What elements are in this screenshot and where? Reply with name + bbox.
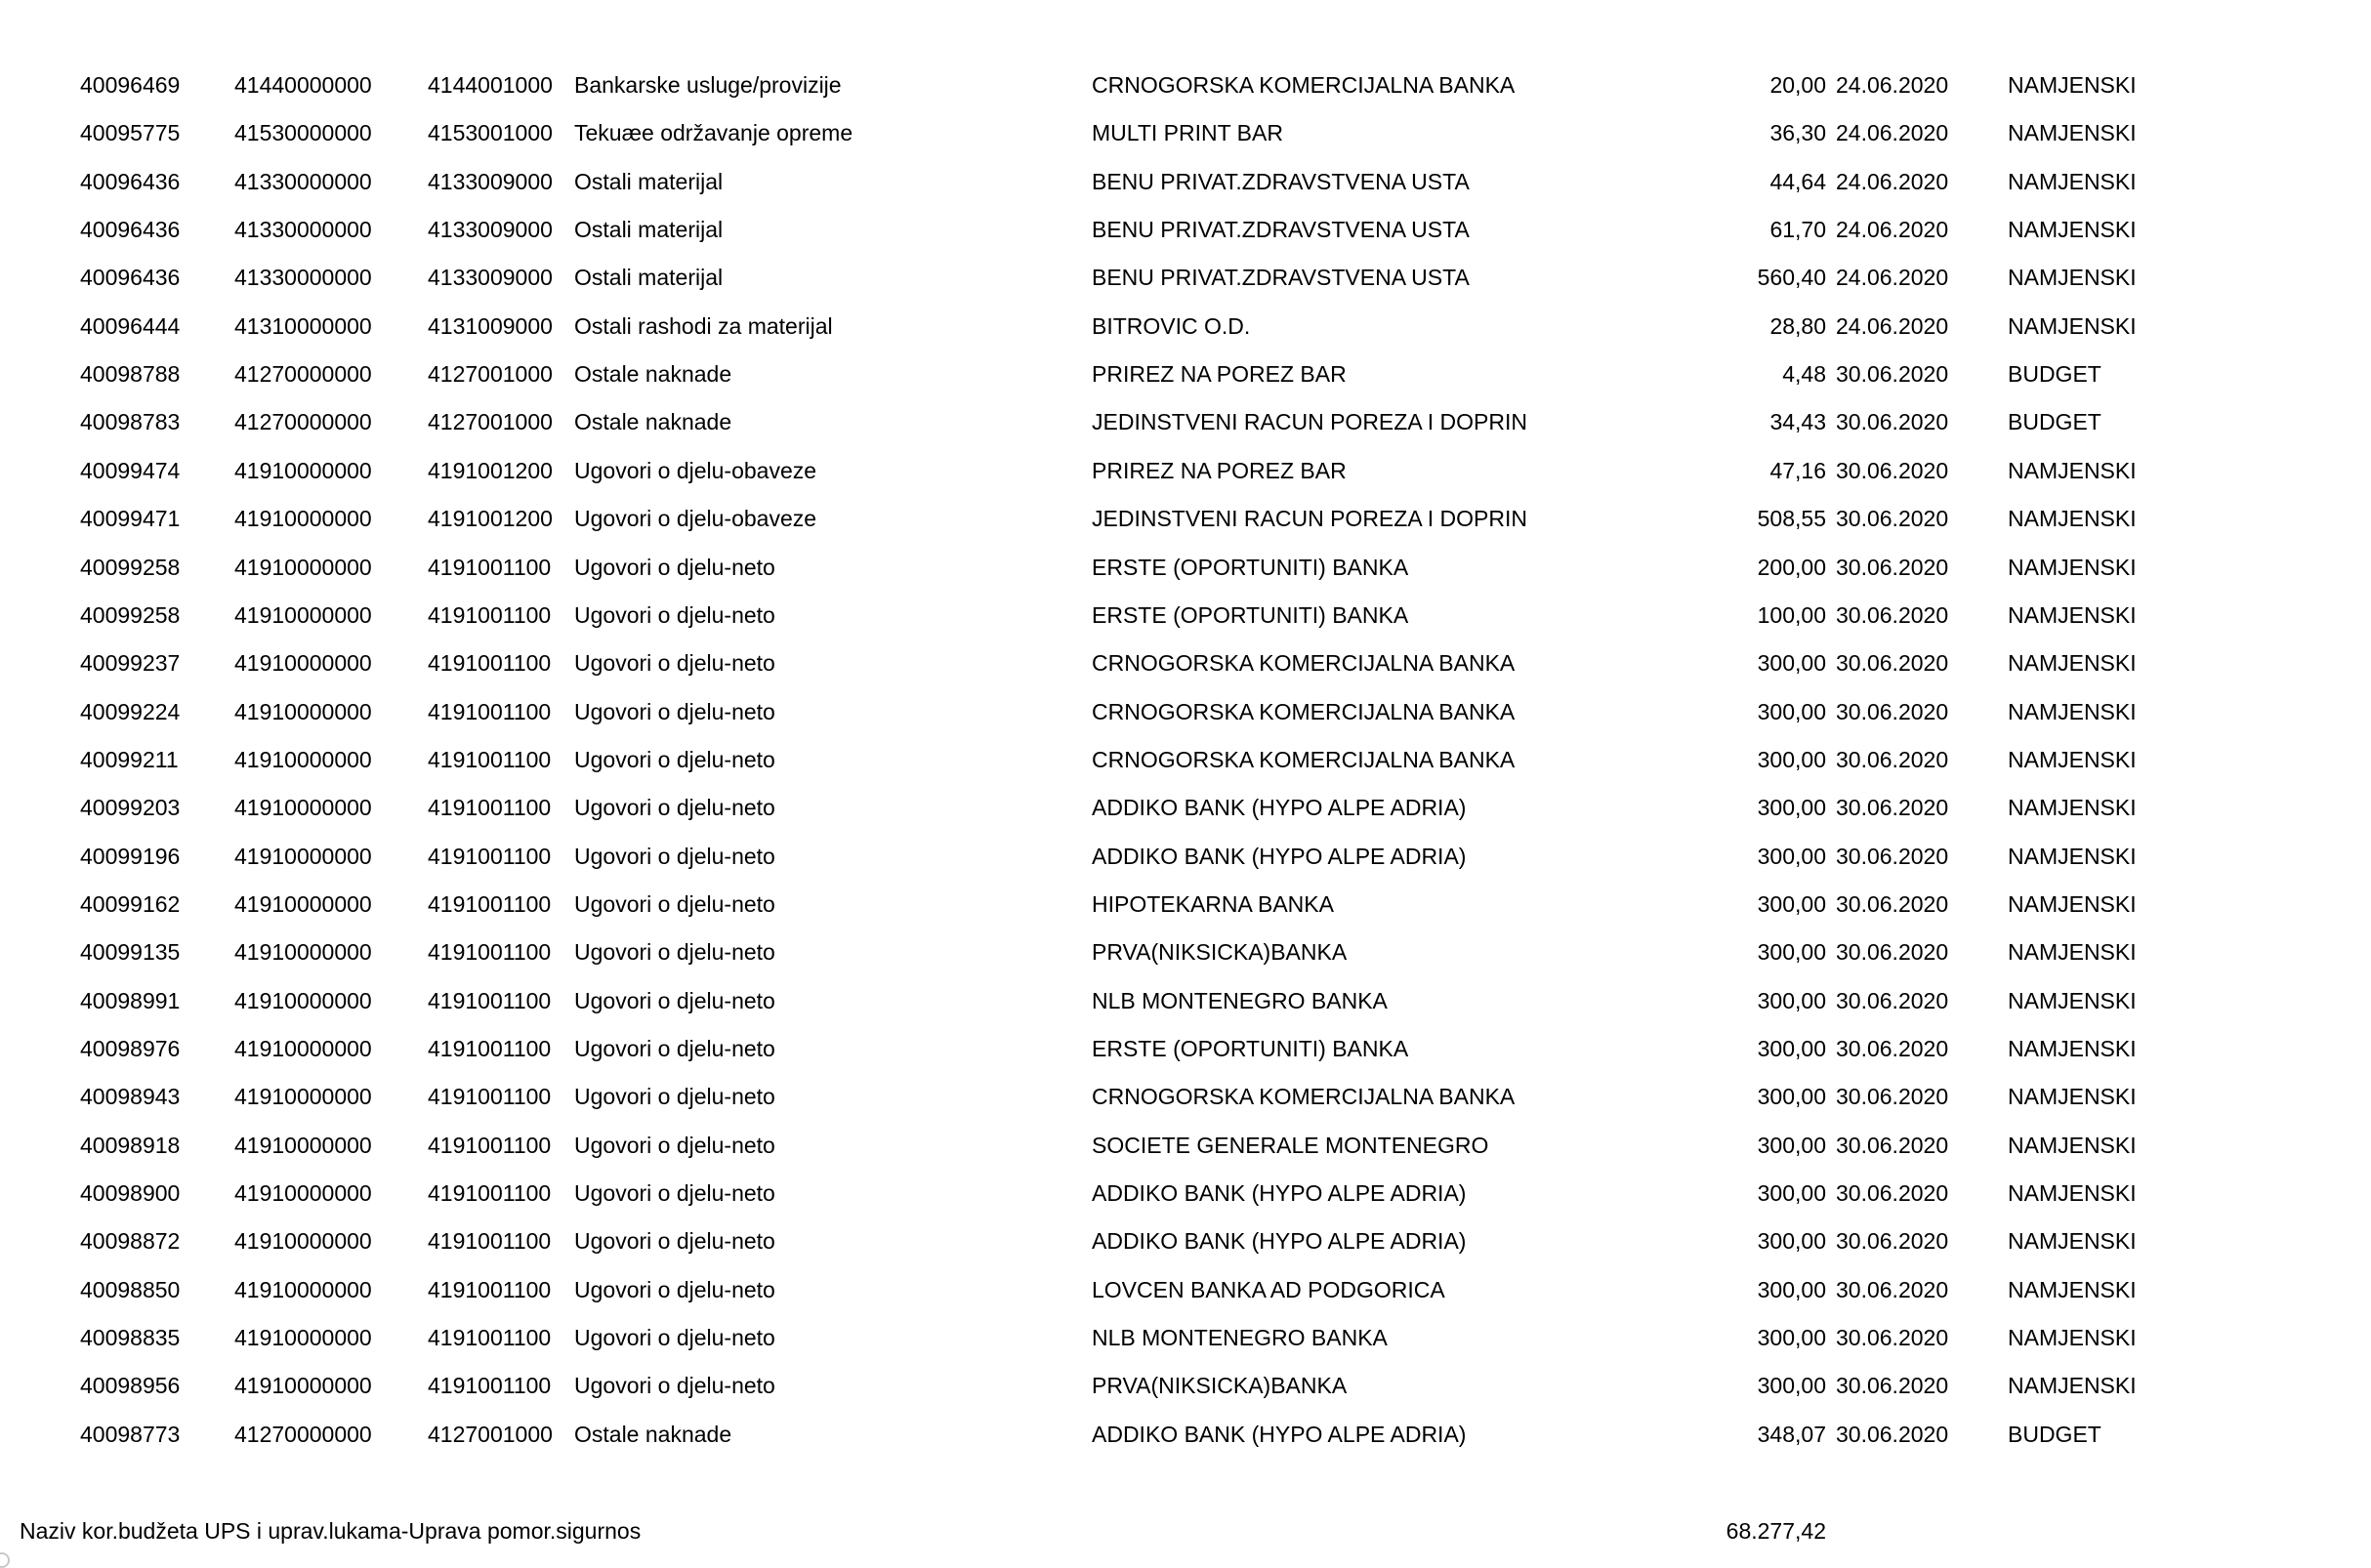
funding-source: NAMJENSKI	[2008, 265, 2137, 291]
account-code: 4133009000	[428, 217, 553, 243]
funding-source: NAMJENSKI	[2008, 457, 2137, 483]
table-row	[0, 398, 2371, 446]
payee-name: CRNOGORSKA KOMERCIJALNA BANKA	[1092, 698, 1516, 724]
document-number: 40098783	[80, 409, 181, 435]
section-code: 41910000000	[234, 506, 372, 532]
account-code: 4191001200	[428, 457, 553, 483]
amount: 200,00	[1757, 554, 1826, 580]
amount: 300,00	[1757, 1276, 1826, 1302]
table-row	[0, 62, 2371, 109]
account-description: Ugovori o djelu-neto	[574, 1276, 775, 1302]
table-row	[0, 1170, 2371, 1217]
section-code: 41270000000	[234, 409, 372, 435]
funding-source: NAMJENSKI	[2008, 601, 2137, 628]
account-code: 4191001100	[428, 601, 552, 628]
amount: 44,64	[1769, 168, 1826, 194]
payment-date: 30.06.2020	[1836, 601, 1949, 628]
account-description: Ostale naknade	[574, 1421, 732, 1447]
amount: 300,00	[1757, 987, 1826, 1013]
document-number: 40098835	[80, 1325, 181, 1351]
section-code: 41910000000	[234, 1084, 372, 1110]
funding-source: NAMJENSKI	[2008, 987, 2137, 1013]
account-code: 4127001000	[428, 409, 553, 435]
payment-date: 24.06.2020	[1836, 168, 1949, 194]
document-number: 40099258	[80, 601, 181, 628]
amount: 36,30	[1769, 120, 1826, 146]
table-row	[0, 1073, 2371, 1121]
funding-source: BUDGET	[2008, 409, 2101, 435]
table-row	[0, 1266, 2371, 1314]
payee-name: CRNOGORSKA KOMERCIJALNA BANKA	[1092, 1084, 1516, 1110]
amount: 300,00	[1757, 746, 1826, 772]
payment-date: 24.06.2020	[1836, 120, 1949, 146]
amount: 300,00	[1757, 795, 1826, 821]
funding-source: NAMJENSKI	[2008, 795, 2137, 821]
table-row	[0, 1217, 2371, 1265]
amount: 300,00	[1757, 650, 1826, 677]
account-description: Bankarske usluge/provizije	[574, 72, 842, 98]
section-code: 41910000000	[234, 1276, 372, 1302]
payment-date: 24.06.2020	[1836, 312, 1949, 339]
amount: 300,00	[1757, 890, 1826, 917]
funding-source: NAMJENSKI	[2008, 506, 2137, 532]
payment-date: 24.06.2020	[1836, 217, 1949, 243]
account-code: 4191001100	[428, 1276, 552, 1302]
document-number: 40099203	[80, 795, 181, 821]
payment-date: 30.06.2020	[1836, 939, 1949, 966]
funding-source: NAMJENSKI	[2008, 1132, 2137, 1158]
account-description: Ostali materijal	[574, 168, 724, 194]
section-code: 41310000000	[234, 312, 372, 339]
amount: 47,16	[1769, 457, 1826, 483]
payee-name: ADDIKO BANK (HYPO ALPE ADRIA)	[1092, 1180, 1467, 1207]
amount: 300,00	[1757, 1325, 1826, 1351]
account-code: 4133009000	[428, 265, 553, 291]
payment-date: 30.06.2020	[1836, 1228, 1949, 1255]
amount: 300,00	[1757, 939, 1826, 966]
payment-date: 30.06.2020	[1836, 409, 1949, 435]
table-row	[0, 1362, 2371, 1410]
account-description: Ugovori o djelu-neto	[574, 1325, 775, 1351]
funding-source: NAMJENSKI	[2008, 939, 2137, 966]
account-description: Ostale naknade	[574, 361, 732, 388]
funding-source: NAMJENSKI	[2008, 72, 2137, 98]
document-number: 40098956	[80, 1373, 181, 1399]
account-code: 4191001100	[428, 1180, 552, 1207]
table-row	[0, 158, 2371, 206]
funding-source: NAMJENSKI	[2008, 168, 2137, 194]
payment-date: 30.06.2020	[1836, 1373, 1949, 1399]
account-code: 4191001100	[428, 1084, 552, 1110]
funding-source: NAMJENSKI	[2008, 1084, 2137, 1110]
document-number: 40095775	[80, 120, 181, 146]
funding-source: NAMJENSKI	[2008, 1228, 2137, 1255]
account-description: Tekuæe održavanje opreme	[574, 120, 853, 146]
payee-name: BENU PRIVAT.ZDRAVSTVENA USTA	[1092, 265, 1470, 291]
table-row	[0, 351, 2371, 398]
table-row	[0, 206, 2371, 254]
funding-source: NAMJENSKI	[2008, 217, 2137, 243]
document-number: 40099224	[80, 698, 181, 724]
payee-name: ERSTE (OPORTUNITI) BANKA	[1092, 554, 1409, 580]
payment-date: 30.06.2020	[1836, 795, 1949, 821]
account-code: 4191001100	[428, 746, 552, 772]
section-code: 41330000000	[234, 217, 372, 243]
amount: 61,70	[1769, 217, 1826, 243]
table-row	[0, 833, 2371, 881]
payee-name: SOCIETE GENERALE MONTENEGRO	[1092, 1132, 1489, 1158]
payee-name: NLB MONTENEGRO BANKA	[1092, 1325, 1388, 1351]
summary-row	[0, 1507, 2371, 1555]
account-code: 4191001100	[428, 1036, 552, 1061]
account-code: 4191001100	[428, 890, 552, 917]
section-code: 41910000000	[234, 1325, 372, 1351]
section-code: 41910000000	[234, 795, 372, 821]
document-number: 40099135	[80, 939, 181, 966]
payee-name: PRVA(NIKSICKA)BANKA	[1092, 1373, 1348, 1399]
account-code: 4191001200	[428, 506, 553, 532]
amount: 300,00	[1757, 1036, 1826, 1061]
account-description: Ugovori o djelu-neto	[574, 987, 775, 1013]
account-description: Ostale naknade	[574, 409, 732, 435]
amount: 300,00	[1757, 1132, 1826, 1158]
account-code: 4191001100	[428, 795, 552, 821]
section-code: 41910000000	[234, 939, 372, 966]
funding-source: NAMJENSKI	[2008, 698, 2137, 724]
table-row	[0, 303, 2371, 351]
section-code: 41910000000	[234, 1132, 372, 1158]
section-code: 41530000000	[234, 120, 372, 146]
account-code: 4153001000	[428, 120, 553, 146]
document-number: 40099258	[80, 554, 181, 580]
funding-source: NAMJENSKI	[2008, 312, 2137, 339]
payee-name: PRIREZ NA POREZ BAR	[1092, 457, 1347, 483]
payment-date: 30.06.2020	[1836, 1132, 1949, 1158]
payee-name: ERSTE (OPORTUNITI) BANKA	[1092, 1036, 1409, 1061]
account-code: 4191001100	[428, 1132, 552, 1158]
amount: 28,80	[1769, 312, 1826, 339]
section-code: 41910000000	[234, 746, 372, 772]
document-number: 40098918	[80, 1132, 181, 1158]
account-description: Ugovori o djelu-neto	[574, 890, 775, 917]
payment-date: 30.06.2020	[1836, 554, 1949, 580]
account-description: Ostali rashodi za materijal	[574, 312, 833, 339]
funding-source: NAMJENSKI	[2008, 1036, 2137, 1061]
payment-date: 30.06.2020	[1836, 361, 1949, 388]
section-code: 41910000000	[234, 650, 372, 677]
payee-name: NLB MONTENEGRO BANKA	[1092, 987, 1388, 1013]
budget-user-name: Naziv kor.budžeta UPS i uprav.lukama-Uprava pomor.sigurnos	[20, 1518, 642, 1544]
account-code: 4191001100	[428, 698, 552, 724]
payment-date: 30.06.2020	[1836, 1421, 1949, 1447]
account-description: Ugovori o djelu-neto	[574, 1373, 775, 1399]
section-code: 41270000000	[234, 361, 372, 388]
account-code: 4133009000	[428, 168, 553, 194]
document-number: 40098976	[80, 1036, 181, 1061]
funding-source: NAMJENSKI	[2008, 746, 2137, 772]
section-code: 41910000000	[234, 554, 372, 580]
table-row	[0, 254, 2371, 302]
table-row	[0, 928, 2371, 976]
payee-name: BENU PRIVAT.ZDRAVSTVENA USTA	[1092, 168, 1470, 194]
payee-name: PRIREZ NA POREZ BAR	[1092, 361, 1347, 388]
section-code: 41910000000	[234, 1180, 372, 1207]
section-code: 41910000000	[234, 987, 372, 1013]
table-row	[0, 1314, 2371, 1362]
amount: 300,00	[1757, 1228, 1826, 1255]
account-code: 4131009000	[428, 312, 553, 339]
account-code: 4191001100	[428, 939, 552, 966]
payment-date: 30.06.2020	[1836, 1325, 1949, 1351]
account-description: Ugovori o djelu-obaveze	[574, 457, 817, 483]
table-row	[0, 784, 2371, 832]
section-code: 41910000000	[234, 1373, 372, 1399]
amount: 348,07	[1757, 1421, 1826, 1447]
section-code: 41910000000	[234, 890, 372, 917]
document-number: 40096436	[80, 265, 181, 291]
table-row	[0, 109, 2371, 157]
amount: 300,00	[1757, 1180, 1826, 1207]
amount: 300,00	[1757, 1373, 1826, 1399]
payee-name: ADDIKO BANK (HYPO ALPE ADRIA)	[1092, 795, 1467, 821]
payment-date: 30.06.2020	[1836, 746, 1949, 772]
document-number: 40098991	[80, 987, 181, 1013]
table-row	[0, 1122, 2371, 1170]
account-description: Ugovori o djelu-neto	[574, 1180, 775, 1207]
account-description: Ugovori o djelu-neto	[574, 650, 775, 677]
account-code: 4127001000	[428, 1421, 553, 1447]
document-number: 40098850	[80, 1276, 181, 1302]
table-row	[0, 736, 2371, 784]
amount: 300,00	[1757, 843, 1826, 869]
account-description: Ugovori o djelu-neto	[574, 939, 775, 966]
account-description: Ugovori o djelu-neto	[574, 698, 775, 724]
amount: 560,40	[1757, 265, 1826, 291]
section-code: 41910000000	[234, 601, 372, 628]
amount: 20,00	[1769, 72, 1826, 98]
payee-name: CRNOGORSKA KOMERCIJALNA BANKA	[1092, 746, 1516, 772]
payee-name: BITROVIC O.D.	[1092, 312, 1251, 339]
amount: 34,43	[1769, 409, 1826, 435]
document-number: 40099237	[80, 650, 181, 677]
section-code: 41440000000	[234, 72, 372, 98]
payee-name: PRVA(NIKSICKA)BANKA	[1092, 939, 1348, 966]
payment-date: 30.06.2020	[1836, 650, 1949, 677]
payee-name: MULTI PRINT BAR	[1092, 120, 1283, 146]
document-number: 40098900	[80, 1180, 181, 1207]
funding-source: NAMJENSKI	[2008, 554, 2137, 580]
funding-source: BUDGET	[2008, 1421, 2101, 1447]
document-number: 40096436	[80, 168, 181, 194]
document-number: 40099196	[80, 843, 181, 869]
funding-source: BUDGET	[2008, 361, 2101, 388]
account-description: Ugovori o djelu-neto	[574, 554, 775, 580]
funding-source: NAMJENSKI	[2008, 1276, 2137, 1302]
table-row	[0, 495, 2371, 543]
funding-source: NAMJENSKI	[2008, 1325, 2137, 1351]
section-code: 41910000000	[234, 457, 372, 483]
account-description: Ugovori o djelu-neto	[574, 843, 775, 869]
account-description: Ugovori o djelu-neto	[574, 746, 775, 772]
table-row	[0, 977, 2371, 1025]
payee-name: HIPOTEKARNA BANKA	[1092, 890, 1334, 917]
amount: 300,00	[1757, 1084, 1826, 1110]
account-code: 4127001000	[428, 361, 553, 388]
account-code: 4191001100	[428, 987, 552, 1013]
funding-source: NAMJENSKI	[2008, 890, 2137, 917]
amount: 4,48	[1782, 361, 1826, 388]
funding-source: NAMJENSKI	[2008, 120, 2137, 146]
document-number: 40099162	[80, 890, 181, 917]
payee-name: ADDIKO BANK (HYPO ALPE ADRIA)	[1092, 843, 1467, 869]
payment-date: 30.06.2020	[1836, 843, 1949, 869]
funding-source: NAMJENSKI	[2008, 843, 2137, 869]
section-code: 41270000000	[234, 1421, 372, 1447]
account-code: 4191001100	[428, 554, 552, 580]
document-number: 40099471	[80, 506, 181, 532]
payee-name: ADDIKO BANK (HYPO ALPE ADRIA)	[1092, 1228, 1467, 1255]
payee-name: ADDIKO BANK (HYPO ALPE ADRIA)	[1092, 1421, 1467, 1447]
payment-date: 30.06.2020	[1836, 1180, 1949, 1207]
section-code: 41330000000	[234, 168, 372, 194]
section-code: 41910000000	[234, 843, 372, 869]
document-number: 40098943	[80, 1084, 181, 1110]
account-description: Ostali materijal	[574, 217, 724, 243]
payment-date: 30.06.2020	[1836, 987, 1949, 1013]
table-row	[0, 447, 2371, 495]
funding-source: NAMJENSKI	[2008, 1373, 2137, 1399]
account-code: 4191001100	[428, 650, 552, 677]
document-number: 40098773	[80, 1421, 181, 1447]
payee-name: CRNOGORSKA KOMERCIJALNA BANKA	[1092, 72, 1516, 98]
account-description: Ostali materijal	[574, 265, 724, 291]
table-row	[0, 544, 2371, 592]
account-code: 4191001100	[428, 1325, 552, 1351]
document-number: 40099474	[80, 457, 181, 483]
account-description: Ugovori o djelu-neto	[574, 601, 775, 628]
payment-date: 30.06.2020	[1836, 890, 1949, 917]
document-number: 40096469	[80, 72, 181, 98]
amount: 300,00	[1757, 698, 1826, 724]
table-row	[0, 640, 2371, 687]
account-description: Ugovori o djelu-obaveze	[574, 506, 817, 532]
document-number: 40098872	[80, 1228, 181, 1255]
section-code: 41910000000	[234, 698, 372, 724]
payment-date: 30.06.2020	[1836, 698, 1949, 724]
section-code: 41910000000	[234, 1228, 372, 1255]
page-corner-mark	[0, 1552, 10, 1568]
section-code: 41330000000	[234, 265, 372, 291]
table-row	[0, 592, 2371, 640]
account-code: 4191001100	[428, 843, 552, 869]
payment-date: 24.06.2020	[1836, 265, 1949, 291]
account-description: Ugovori o djelu-neto	[574, 1036, 775, 1061]
payment-date: 30.06.2020	[1836, 457, 1949, 483]
document-number: 40098788	[80, 361, 181, 388]
funding-source: NAMJENSKI	[2008, 650, 2137, 677]
account-code: 4144001000	[428, 72, 553, 98]
payee-name: ERSTE (OPORTUNITI) BANKA	[1092, 601, 1409, 628]
payment-date: 30.06.2020	[1836, 1084, 1949, 1110]
funding-source: NAMJENSKI	[2008, 1180, 2137, 1207]
table-row	[0, 688, 2371, 736]
account-code: 4191001100	[428, 1373, 552, 1399]
account-description: Ugovori o djelu-neto	[574, 1084, 775, 1110]
payment-date: 30.06.2020	[1836, 506, 1949, 532]
account-description: Ugovori o djelu-neto	[574, 1132, 775, 1158]
payment-date: 30.06.2020	[1836, 1276, 1949, 1302]
payee-name: CRNOGORSKA KOMERCIJALNA BANKA	[1092, 650, 1516, 677]
payment-date: 30.06.2020	[1836, 1036, 1949, 1061]
document-number: 40096436	[80, 217, 181, 243]
account-description: Ugovori o djelu-neto	[574, 795, 775, 821]
payee-name: JEDINSTVENI RACUN POREZA I DOPRIN	[1092, 409, 1528, 435]
table-row	[0, 1025, 2371, 1073]
amount: 100,00	[1757, 601, 1826, 628]
grand-total: 68.277,42	[1726, 1518, 1826, 1544]
table-row	[0, 1411, 2371, 1459]
account-code: 4191001100	[428, 1228, 552, 1255]
payee-name: LOVCEN BANKA AD PODGORICA	[1092, 1276, 1445, 1302]
payee-name: JEDINSTVENI RACUN POREZA I DOPRIN	[1092, 506, 1528, 532]
payment-date: 24.06.2020	[1836, 72, 1949, 98]
account-description: Ugovori o djelu-neto	[574, 1228, 775, 1255]
payee-name: BENU PRIVAT.ZDRAVSTVENA USTA	[1092, 217, 1470, 243]
document-number: 40099211	[80, 746, 179, 772]
table-row	[0, 881, 2371, 928]
section-code: 41910000000	[234, 1036, 372, 1061]
amount: 508,55	[1757, 506, 1826, 532]
document-number: 40096444	[80, 312, 181, 339]
